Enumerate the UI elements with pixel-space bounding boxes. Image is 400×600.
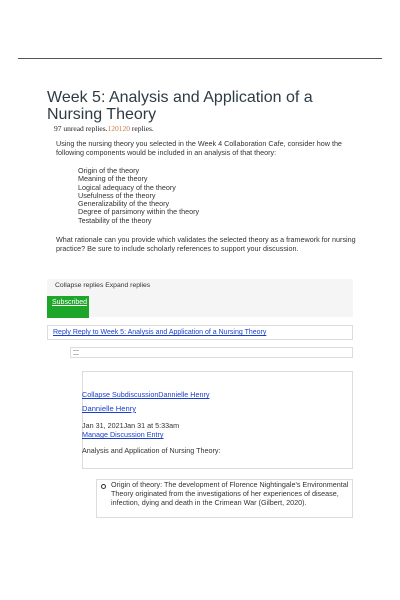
list-item: Usefulness of the theory	[78, 190, 156, 200]
list-item: Degree of parsimony within the theory	[78, 207, 200, 217]
list-item: Meaning of the theory	[78, 174, 148, 184]
reply-bar[interactable]	[47, 325, 353, 340]
list-item: Testability of the theory	[78, 215, 152, 225]
menu-icon	[73, 350, 79, 355]
rationale-text: What rationale can you provide which validates the selected theory as a framework for nursing practice? Be sure to include scholarly references to support your discussion.	[56, 235, 356, 253]
list-item: Origin of the theory	[78, 166, 140, 175]
collapse-subdiscussion-link[interactable]: Collapse SubdiscussionDannielle Henry	[82, 390, 210, 399]
list-item: Logical adequacy of the theory	[78, 182, 176, 192]
author-link[interactable]: Dannielle Henry	[82, 404, 137, 413]
entry-date: Jan 31, 2021Jan 31 at 5:33am	[82, 421, 180, 430]
entry-title: Analysis and Application of Nursing Theory:	[82, 446, 221, 455]
manage-entry-link[interactable]: Manage Discussion Entry	[82, 430, 164, 439]
list-item: Generalizability of the theory	[78, 199, 170, 209]
collapse-expand-replies[interactable]: Collapse replies Expand replies	[55, 282, 151, 289]
reply-link[interactable]: Reply Reply to Week 5: Analysis and Application of a Nursing Theory	[53, 329, 267, 336]
entry-bullet-text: Origin of theory: The development of Florence Nightingale's Environmental Theory originated from the investigations of her experiences of disease, infection, dying and death in the Crimean War (Gilbert, 2020).	[111, 480, 349, 507]
top-divider	[18, 58, 382, 59]
reply-editor[interactable]	[70, 347, 353, 358]
prompt-text: Using the nursing theory you selected in the Week 4 Collaboration Cafe, consider how the following components would be included in an analysis of that theory:	[56, 139, 342, 157]
page-title: Week 5: Analysis and Application of a Nursing Theory	[47, 89, 313, 123]
total-count-label: replies.	[130, 124, 154, 133]
total-count-number: 120120	[107, 124, 131, 133]
reply-counts	[54, 124, 154, 133]
components-list	[78, 167, 199, 225]
bullet-circle-icon	[101, 484, 106, 489]
subscribe-button[interactable]: Subscribed	[47, 296, 89, 318]
unread-count: 97 unread replies.	[54, 124, 108, 133]
